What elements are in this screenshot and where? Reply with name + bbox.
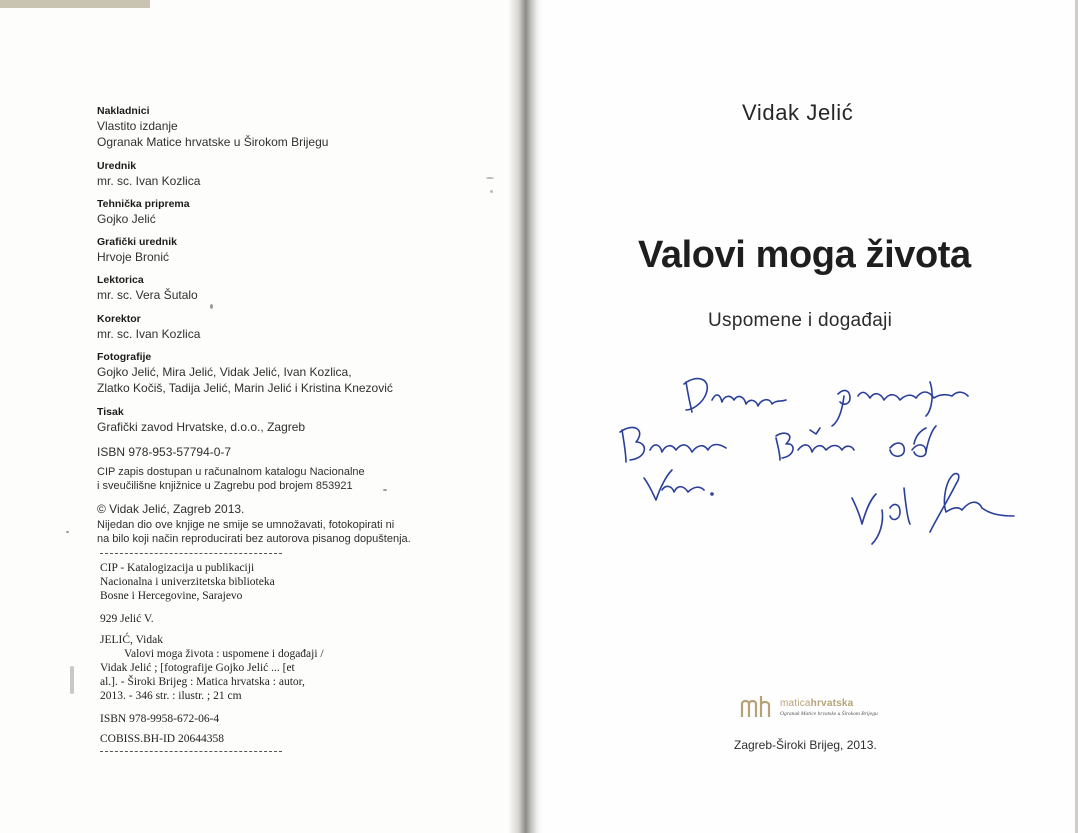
- credit-heading: Lektorica: [97, 274, 144, 286]
- dedication-stroke: [620, 427, 644, 462]
- cip-entry: [100, 633, 324, 703]
- scan-speck: [383, 489, 387, 491]
- cip-entry-line: al.]. - Široki Brijeg : Matica hrvatska : autor,: [100, 676, 305, 688]
- dedication-stroke: [644, 470, 704, 500]
- book-title: Valovi moga života: [638, 234, 971, 276]
- credit-heading: Nakladnici: [97, 105, 150, 117]
- signature-stroke: [852, 488, 910, 544]
- cip-entry-line: 2013. - 346 str. : ilustr. ; 21 cm: [100, 690, 242, 702]
- dedication-stroke: [650, 445, 726, 453]
- scan-speck: [486, 177, 494, 179]
- credit-heading: Urednik: [97, 160, 137, 172]
- left-page: [0, 0, 520, 833]
- dedication-stroke: [711, 493, 713, 495]
- scan-speck: [66, 531, 69, 533]
- cip-entry-line: Valovi moga života : uspomene i događaji /: [124, 648, 324, 660]
- dedication-stroke: [890, 426, 936, 457]
- publisher-logo-tagline: Ogranak Matice hrvatske u Širokom Brijegu: [780, 711, 878, 717]
- publisher-logo-name-bold: hrvatska: [810, 698, 854, 709]
- cip-header-line: Bosne i Hercegovine, Sarajevo: [100, 590, 243, 602]
- signature-stroke: [930, 474, 1014, 532]
- mh-logo-icon: [740, 696, 776, 718]
- credit-graphic-editor: [97, 235, 177, 265]
- author-name: Vidak Jelić: [742, 100, 854, 125]
- copyright: © Vidak Jelić, Zagreb 2013.: [97, 502, 245, 516]
- credit-line: Grafički zavod Hrvatske, d.o.o., Zagreb: [97, 420, 306, 434]
- rights-line: Nijedan dio ove knjige ne smije se umnožavati, fotokopirati ni: [97, 519, 395, 531]
- cip-header-line: CIP - Katalogizacija u publikaciji: [100, 562, 255, 574]
- dedication-stroke: [712, 395, 786, 406]
- place-and-date: Zagreb-Široki Brijeg, 2013.: [734, 738, 877, 752]
- credit-line: Hrvoje Bronić: [97, 250, 170, 264]
- credit-line: mr. sc. Ivan Kozlica: [97, 174, 201, 188]
- scan-mark: [70, 666, 74, 694]
- credit-line: Gojko Jelić, Mira Jelić, Vidak Jelić, Ivan Kozlica,: [97, 365, 352, 379]
- credit-editor: [97, 159, 200, 189]
- scan-speck: [210, 304, 213, 309]
- book-gutter: [508, 0, 542, 833]
- publisher-logo-name: [780, 698, 853, 709]
- dedication-stroke: [684, 379, 707, 412]
- scan-speck: [490, 190, 493, 193]
- credit-publishers: [97, 104, 328, 150]
- dedication-stroke: [858, 392, 968, 400]
- credit-technical: [97, 197, 190, 227]
- credit-heading: Fotografije: [97, 351, 152, 363]
- cip-classification: 929 Jelić V.: [100, 613, 154, 625]
- cip-entry-line: Vidak Jelić ; [fotografije Gojko Jelić ... [et: [100, 662, 295, 674]
- cip-notice-line: CIP zapis dostupan u računalnom katalogu Nacionalne: [97, 466, 365, 478]
- publisher-logo-name-light: matica: [780, 698, 811, 709]
- credit-heading: Grafički urednik: [97, 236, 177, 248]
- dedication-stroke: [926, 382, 932, 416]
- credit-heading: Tisak: [97, 406, 124, 418]
- cip-notice: [97, 465, 365, 493]
- credit-heading: Korektor: [97, 313, 141, 325]
- cip-isbn: ISBN 978-9958-672-06-4: [100, 713, 220, 725]
- cip-notice-line: i sveučilišne knjižnice u Zagrebu pod brojem 853921: [97, 480, 353, 492]
- handwritten-dedication: [600, 360, 1040, 550]
- dedication-stroke: [798, 445, 854, 452]
- rights-notice: [97, 518, 411, 546]
- credit-line: Gojko Jelić: [97, 212, 156, 226]
- cip-block-header: [100, 561, 275, 603]
- credit-corrector: [97, 312, 200, 342]
- cip-divider-top: [100, 553, 282, 554]
- dedication-stroke: [810, 428, 820, 434]
- dedication-stroke: [832, 391, 850, 426]
- dedication-stroke: [776, 433, 793, 460]
- credit-printing: [97, 405, 305, 435]
- isbn: ISBN 978-953-57794-0-7: [97, 445, 232, 459]
- credit-line: Vlastito izdanje: [97, 119, 178, 133]
- credit-line: mr. sc. Vera Šutalo: [97, 288, 198, 302]
- cip-cobiss: COBISS.BH-ID 20644358: [100, 733, 224, 745]
- credit-line: mr. sc. Ivan Kozlica: [97, 327, 201, 341]
- credit-photographs: [97, 350, 393, 396]
- cip-header-line: Nacionalna i univerzitetska biblioteka: [100, 576, 275, 588]
- credit-line: Zlatko Kočiš, Tadija Jelić, Marin Jelić i Kristina Knezović: [97, 381, 393, 395]
- credit-proofreader: [97, 273, 198, 303]
- credit-line: Ogranak Matice hrvatske u Širokom Brijegu: [97, 135, 329, 149]
- cip-entry-author: JELIĆ, Vidak: [100, 634, 163, 646]
- cip-divider-bottom: [100, 751, 282, 752]
- rights-line: na bilo koji način reproducirati bez autorova pisanog dopuštenja.: [97, 533, 411, 545]
- book-subtitle: Uspomene i događaji: [708, 310, 893, 331]
- page-edge-strip: [0, 0, 150, 8]
- credit-heading: Tehnička priprema: [97, 198, 190, 210]
